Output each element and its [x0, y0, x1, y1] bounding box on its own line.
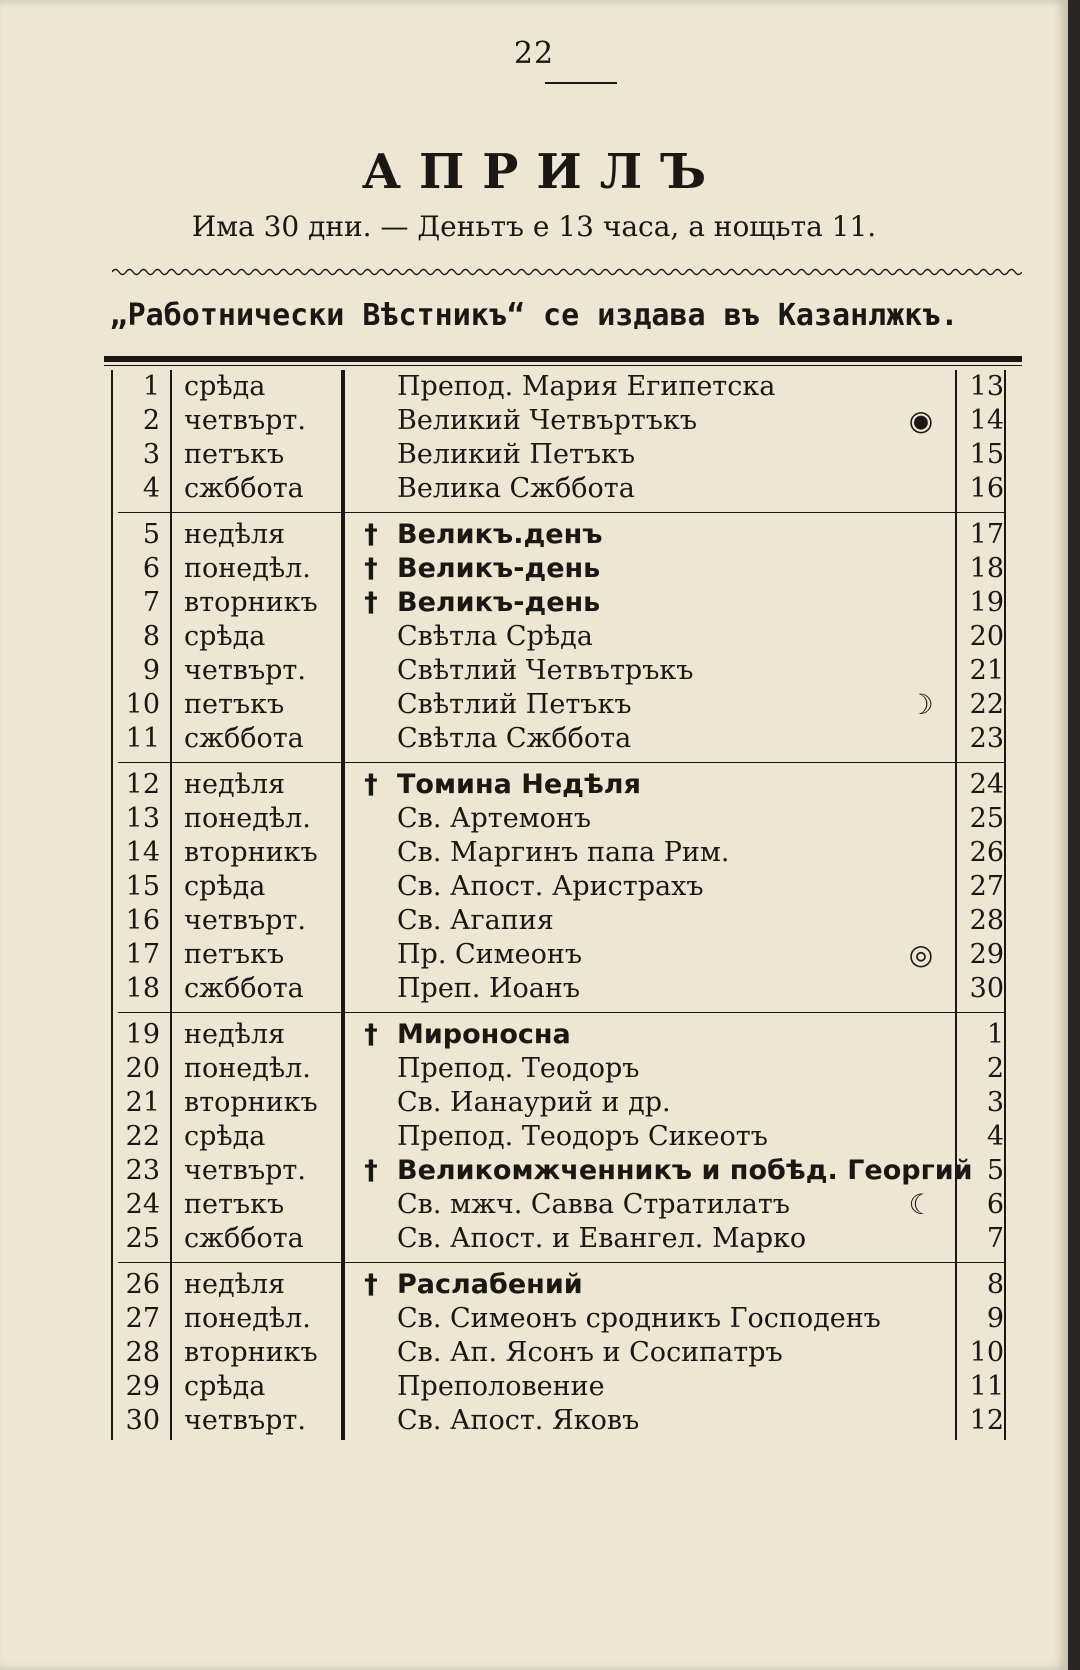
calendar-row: [0, 370, 1068, 404]
saint-day-name: Томина Недѣля: [397, 769, 641, 800]
weekday-name: сжббота: [184, 473, 304, 504]
old-style-date: 18: [969, 553, 1004, 584]
old-style-date: 21: [969, 655, 1004, 686]
calendar-row: [0, 1268, 1068, 1302]
calendar-row: [0, 722, 1068, 756]
day-number: 8: [142, 621, 160, 652]
weekday-name: недѣля: [184, 769, 286, 800]
old-style-date: 24: [969, 769, 1004, 800]
holiday-cross-icon: †: [364, 1019, 378, 1050]
day-number: 22: [125, 1121, 160, 1152]
month-title: АПРИЛЪ: [361, 144, 725, 200]
old-style-date: 9: [986, 1303, 1004, 1334]
calendar-row: [0, 1302, 1068, 1336]
weekday-name: недѣля: [184, 1019, 286, 1050]
calendar-row: [0, 404, 1068, 438]
full-moon-icon: ◉: [908, 404, 934, 437]
saint-day-name: Св. Апост. Аристрахъ: [397, 871, 704, 902]
old-style-date: 28: [969, 905, 1004, 936]
old-style-date: 4: [986, 1121, 1004, 1152]
calendar-row: [0, 768, 1068, 802]
weekday-name: понедѣл.: [184, 553, 311, 584]
day-number: 20: [125, 1053, 160, 1084]
weekday-name: недѣля: [184, 1269, 286, 1300]
old-style-date: 5: [986, 1155, 1004, 1186]
day-number: 13: [125, 803, 160, 834]
weekday-name: петъкъ: [184, 1189, 285, 1220]
saint-day-name: Свѣтла Срѣда: [397, 621, 593, 652]
newspaper-masthead-line: „Работнически Вѣстникъ“ се издава въ Казанлжкъ.: [109, 298, 959, 333]
holiday-cross-icon: †: [364, 769, 378, 800]
weekday-name: понедѣл.: [184, 1053, 311, 1084]
day-number: 12: [125, 769, 160, 800]
day-number: 15: [125, 871, 160, 902]
day-number: 23: [125, 1155, 160, 1186]
week-separator: [118, 1012, 1004, 1013]
old-style-date: 14: [969, 405, 1004, 436]
day-number: 28: [125, 1337, 160, 1368]
calendar-row: [0, 688, 1068, 722]
holiday-cross-icon: †: [364, 587, 378, 618]
day-number: 2: [142, 405, 160, 436]
day-number: 29: [125, 1371, 160, 1402]
saint-day-name: Свѣтла Сжббота: [397, 723, 632, 754]
day-number: 1: [142, 371, 160, 402]
calendar-row: [0, 1086, 1068, 1120]
holiday-cross-icon: †: [364, 1155, 378, 1186]
calendar-row: [0, 836, 1068, 870]
saint-day-name: Свѣтлий Четвътръкъ: [397, 655, 694, 686]
holiday-cross-icon: †: [364, 1269, 378, 1300]
old-style-date: 3: [986, 1087, 1004, 1118]
day-number: 9: [142, 655, 160, 686]
day-number: 14: [125, 837, 160, 868]
saint-day-name: Великъ-день: [397, 587, 601, 618]
old-style-date: 16: [969, 473, 1004, 504]
old-style-date: 12: [969, 1405, 1004, 1436]
saint-day-name: Препод. Мария Египетска: [397, 371, 776, 402]
calendar-row: [0, 938, 1068, 972]
calendar-row: [0, 1018, 1068, 1052]
calendar-row: [0, 518, 1068, 552]
weekday-name: сжббота: [184, 1223, 304, 1254]
saint-day-name: Велика Сжббота: [397, 473, 635, 504]
saint-day-name: Св. Ап. Ясонъ и Сосипатръ: [397, 1337, 783, 1368]
calendar-row: [0, 472, 1068, 506]
weekday-name: вторникъ: [184, 587, 318, 618]
saint-day-name: Пр. Симеонъ: [397, 939, 583, 970]
saint-day-name: Великъ-день: [397, 553, 601, 584]
calendar-row: [0, 438, 1068, 472]
day-number: 27: [125, 1303, 160, 1334]
calendar-row: [0, 1336, 1068, 1370]
calendar-row: [0, 1370, 1068, 1404]
saint-day-name: Препод. Теодоръ: [397, 1053, 640, 1084]
old-style-date: 20: [969, 621, 1004, 652]
weekday-name: понедѣл.: [184, 803, 311, 834]
saint-day-name: Преп. Иоанъ: [397, 973, 581, 1004]
saint-day-name: Св. Апост. Яковъ: [397, 1405, 640, 1436]
old-style-date: 25: [969, 803, 1004, 834]
calendar-row: [0, 1120, 1068, 1154]
calendar-row: [0, 1154, 1068, 1188]
old-style-date: 19: [969, 587, 1004, 618]
weekday-name: срѣда: [184, 871, 266, 902]
weekday-name: четвърт.: [184, 905, 306, 936]
old-style-date: 2: [986, 1053, 1004, 1084]
saint-day-name: Мироносна: [397, 1019, 571, 1050]
calendar-row: [0, 620, 1068, 654]
saint-day-name: Св. Ианаурий и др.: [397, 1087, 671, 1118]
calendar-row: [0, 1188, 1068, 1222]
old-style-date: 27: [969, 871, 1004, 902]
calendar-row: [0, 870, 1068, 904]
saint-day-name: Великъ.денъ: [397, 519, 603, 550]
weekday-name: вторникъ: [184, 1087, 318, 1118]
calendar-row: [0, 586, 1068, 620]
old-style-date: 6: [986, 1189, 1004, 1220]
saint-day-name: Препод. Теодоръ Сикеотъ: [397, 1121, 768, 1152]
holiday-cross-icon: †: [364, 553, 378, 584]
old-style-date: 29: [969, 939, 1004, 970]
weekday-name: сжббота: [184, 973, 304, 1004]
day-number: 16: [125, 905, 160, 936]
holiday-cross-icon: †: [364, 519, 378, 550]
old-style-date: 1: [986, 1019, 1004, 1050]
day-number: 5: [142, 519, 160, 550]
saint-day-name: Св. Апост. и Евангел. Марко: [397, 1223, 807, 1254]
calendar-row: [0, 972, 1068, 1006]
day-number: 7: [142, 587, 160, 618]
weekday-name: четвърт.: [184, 1155, 306, 1186]
day-number: 25: [125, 1223, 160, 1254]
day-number: 19: [125, 1019, 160, 1050]
calendar-row: [0, 654, 1068, 688]
saint-day-name: Раслабений: [397, 1269, 583, 1300]
day-number: 3: [142, 439, 160, 470]
new-moon-icon: ◎: [908, 938, 934, 971]
old-style-date: 22: [969, 689, 1004, 720]
weekday-name: петъкъ: [184, 439, 285, 470]
calendar-row: [0, 1052, 1068, 1086]
calendar-row: [0, 802, 1068, 836]
weekday-name: вторникъ: [184, 837, 318, 868]
day-number: 21: [125, 1087, 160, 1118]
weekday-name: понедѣл.: [184, 1303, 311, 1334]
saint-day-name: Св. Маргинъ папа Рим.: [397, 837, 730, 868]
weekday-name: петъкъ: [184, 939, 285, 970]
calendar-row: [0, 552, 1068, 586]
weekday-name: петъкъ: [184, 689, 285, 720]
weekday-name: четвърт.: [184, 1405, 306, 1436]
weekday-name: четвърт.: [184, 405, 306, 436]
weekday-name: срѣда: [184, 1121, 266, 1152]
saint-day-name: Свѣтлий Петъкъ: [397, 689, 632, 720]
month-subtitle: Има 30 дни. — Деньтъ е 13 часа, а нощьта 11.: [191, 210, 877, 243]
old-style-date: 26: [969, 837, 1004, 868]
old-style-date: 30: [969, 973, 1004, 1004]
saint-day-name: Великомжченникъ и побѣд. Георгий: [397, 1155, 973, 1186]
calendar-row: [0, 1222, 1068, 1256]
old-style-date: 8: [986, 1269, 1004, 1300]
day-number: 26: [125, 1269, 160, 1300]
weekday-name: вторникъ: [184, 1337, 318, 1368]
page-number: 22: [513, 36, 555, 71]
saint-day-name: Преполовение: [397, 1371, 605, 1402]
day-number: 4: [142, 473, 160, 504]
old-style-date: 23: [969, 723, 1004, 754]
day-number: 6: [142, 553, 160, 584]
day-number: 11: [125, 723, 160, 754]
weekday-name: срѣда: [184, 1371, 266, 1402]
old-style-date: 17: [969, 519, 1004, 550]
saint-day-name: Великий Четвъртъкъ: [397, 405, 698, 436]
week-separator: [118, 762, 1004, 763]
first-quarter-icon: ☾: [908, 1188, 934, 1221]
weekday-name: сжббота: [184, 723, 304, 754]
day-number: 10: [125, 689, 160, 720]
saint-day-name: Св. мжч. Савва Стратилатъ: [397, 1189, 790, 1220]
last-quarter-icon: ☽: [908, 688, 934, 721]
weekday-name: четвърт.: [184, 655, 306, 686]
week-separator: [118, 1262, 1004, 1263]
saint-day-name: Св. Артемонъ: [397, 803, 592, 834]
day-number: 30: [125, 1405, 160, 1436]
old-style-date: 15: [969, 439, 1004, 470]
old-style-date: 11: [969, 1371, 1004, 1402]
old-style-date: 13: [969, 371, 1004, 402]
old-style-date: 7: [986, 1223, 1004, 1254]
day-number: 24: [125, 1189, 160, 1220]
calendar-row: [0, 904, 1068, 938]
calendar-row: [0, 1404, 1068, 1438]
old-style-date: 10: [969, 1337, 1004, 1368]
day-number: 17: [125, 939, 160, 970]
weekday-name: срѣда: [184, 371, 266, 402]
weekday-name: недѣля: [184, 519, 286, 550]
saint-day-name: Св. Агапия: [397, 905, 554, 936]
saint-day-name: Св. Симеонъ сродникъ Господенъ: [397, 1303, 881, 1334]
weekday-name: срѣда: [184, 621, 266, 652]
saint-day-name: Великий Петъкъ: [397, 439, 636, 470]
week-separator: [118, 512, 1004, 513]
day-number: 18: [125, 973, 160, 1004]
